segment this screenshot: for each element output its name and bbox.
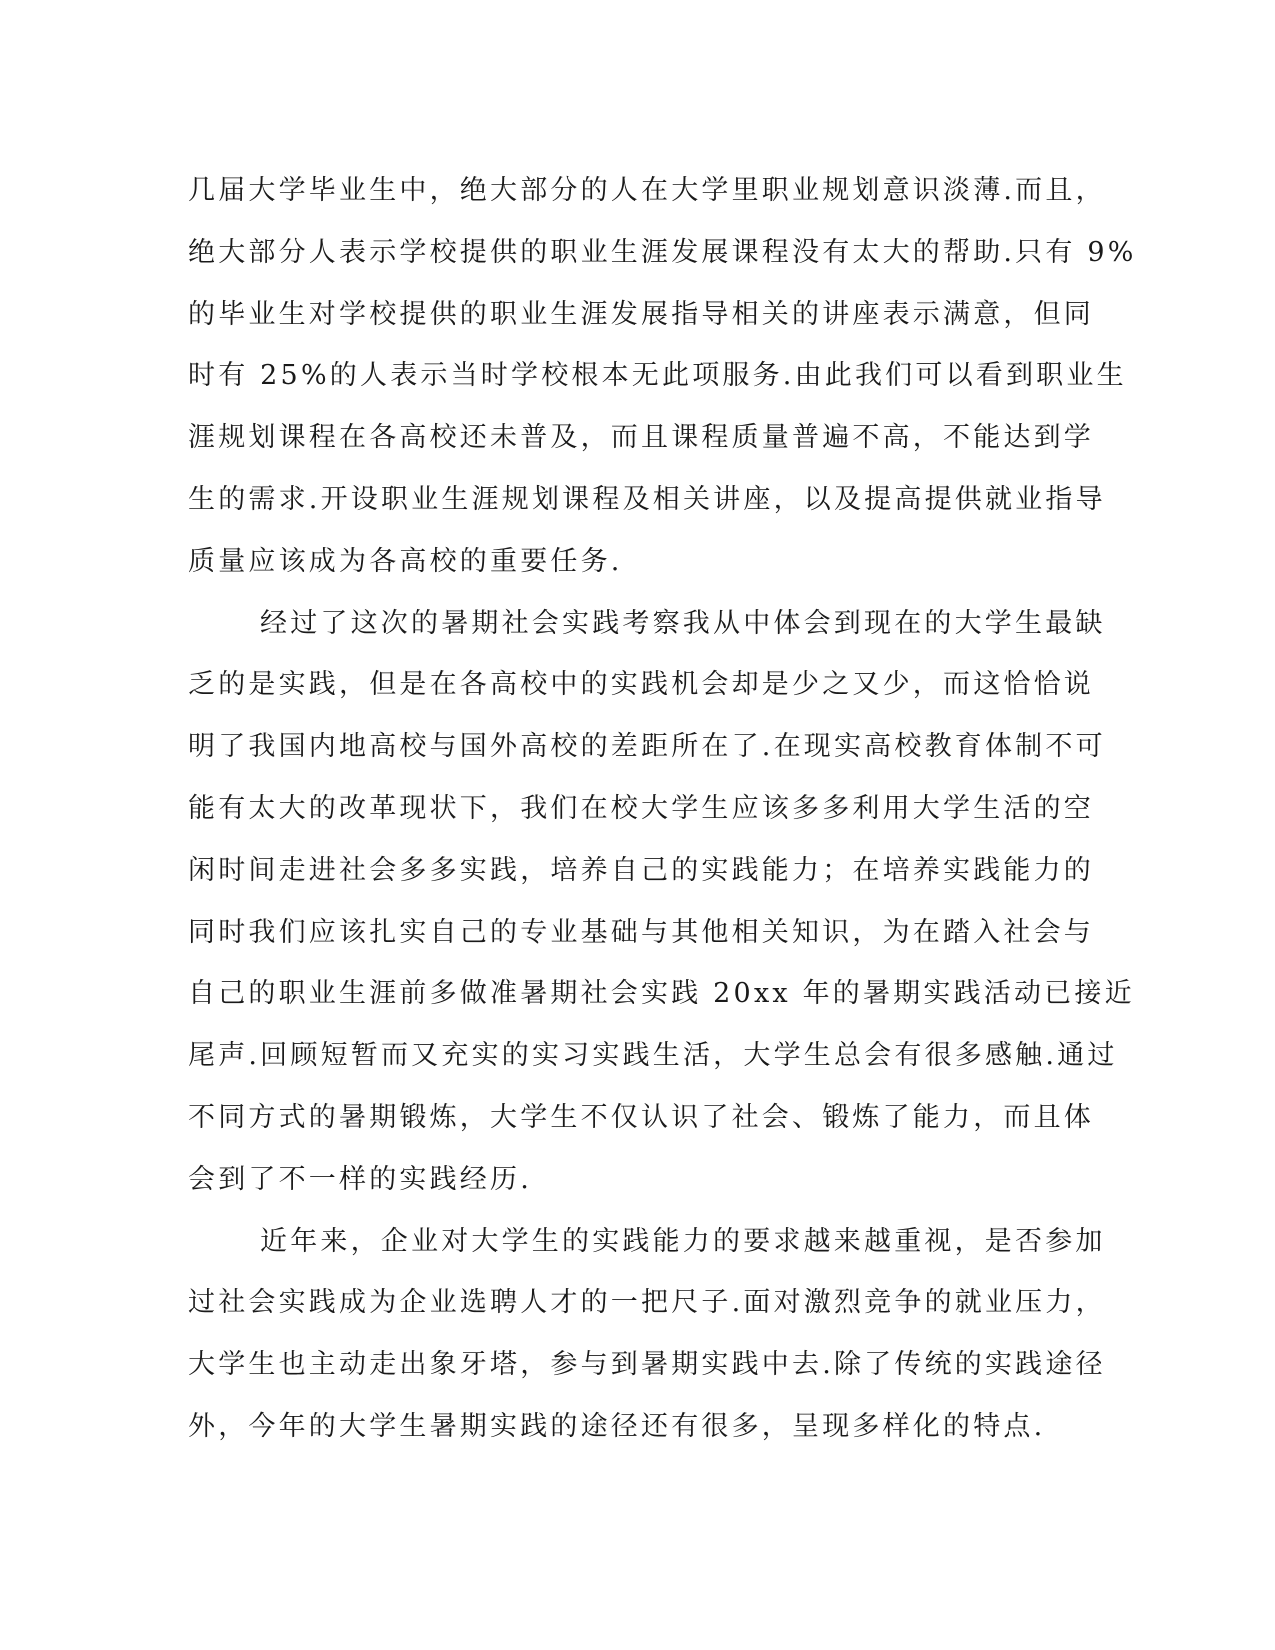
text-line: 绝大部分人表示学校提供的职业生涯发展课程没有太大的帮助.只有 9% bbox=[188, 236, 1137, 268]
text-line: 过社会实践成为企业选聘人才的一把尺子.面对激烈竞争的就业压力， bbox=[188, 1287, 1106, 1319]
text-line: 尾声.回顾短暂而又充实的实习实践生活，大学生总会有很多感触.通过 bbox=[188, 1040, 1118, 1072]
text-line: 能有太大的改革现状下，我们在校大学生应该多多利用大学生活的空 bbox=[188, 792, 1094, 824]
paragraph-start-line: 经过了这次的暑期社会实践考察我从中体会到现在的大学生最缺 bbox=[260, 607, 1106, 639]
text-line: 大学生也主动走出象牙塔，参与到暑期实践中去.除了传统的实践途径 bbox=[188, 1349, 1106, 1381]
text-line: 涯规划课程在各高校还未普及，而且课程质量普遍不高，不能达到学 bbox=[188, 422, 1094, 454]
document-body bbox=[188, 160, 1137, 1458]
paragraph-start-line: 近年来，企业对大学生的实践能力的要求越来越重视，是否参加 bbox=[260, 1225, 1106, 1257]
text-line: 生的需求.开设职业生涯规划课程及相关讲座，以及提高提供就业指导 bbox=[188, 483, 1106, 515]
text-line: 不同方式的暑期锻炼，大学生不仅认识了社会、锻炼了能力，而且体 bbox=[188, 1101, 1094, 1133]
text-line: 闲时间走进社会多多实践，培养自己的实践能力；在培养实践能力的 bbox=[188, 854, 1094, 886]
text-line: 同时我们应该扎实自己的专业基础与其他相关知识，为在踏入社会与 bbox=[188, 916, 1094, 948]
text-line: 几届大学毕业生中，绝大部分的人在大学里职业规划意识淡薄.而且， bbox=[188, 175, 1106, 206]
text-line: 明了我国内地高校与国外高校的差距所在了.在现实高校教育体制不可 bbox=[188, 731, 1106, 763]
text-line: 乏的是实践，但是在各高校中的实践机会却是少之又少，而这恰恰说 bbox=[188, 669, 1094, 701]
text-line: 自己的职业生涯前多做准暑期社会实践 20xx 年的暑期实践活动已接近 bbox=[188, 978, 1135, 1010]
text-line: 会到了不一样的实践经历. bbox=[188, 1163, 532, 1195]
text-line: 时有 25%的人表示当时学校根本无此项服务.由此我们可以看到职业生 bbox=[188, 360, 1127, 392]
text-line: 质量应该成为各高校的重要任务. bbox=[188, 545, 623, 577]
text-line: 的毕业生对学校提供的职业生涯发展指导相关的讲座表示满意，但同 bbox=[188, 298, 1094, 330]
text-line: 外，今年的大学生暑期实践的途径还有很多，呈现多样化的特点. bbox=[188, 1410, 1046, 1442]
